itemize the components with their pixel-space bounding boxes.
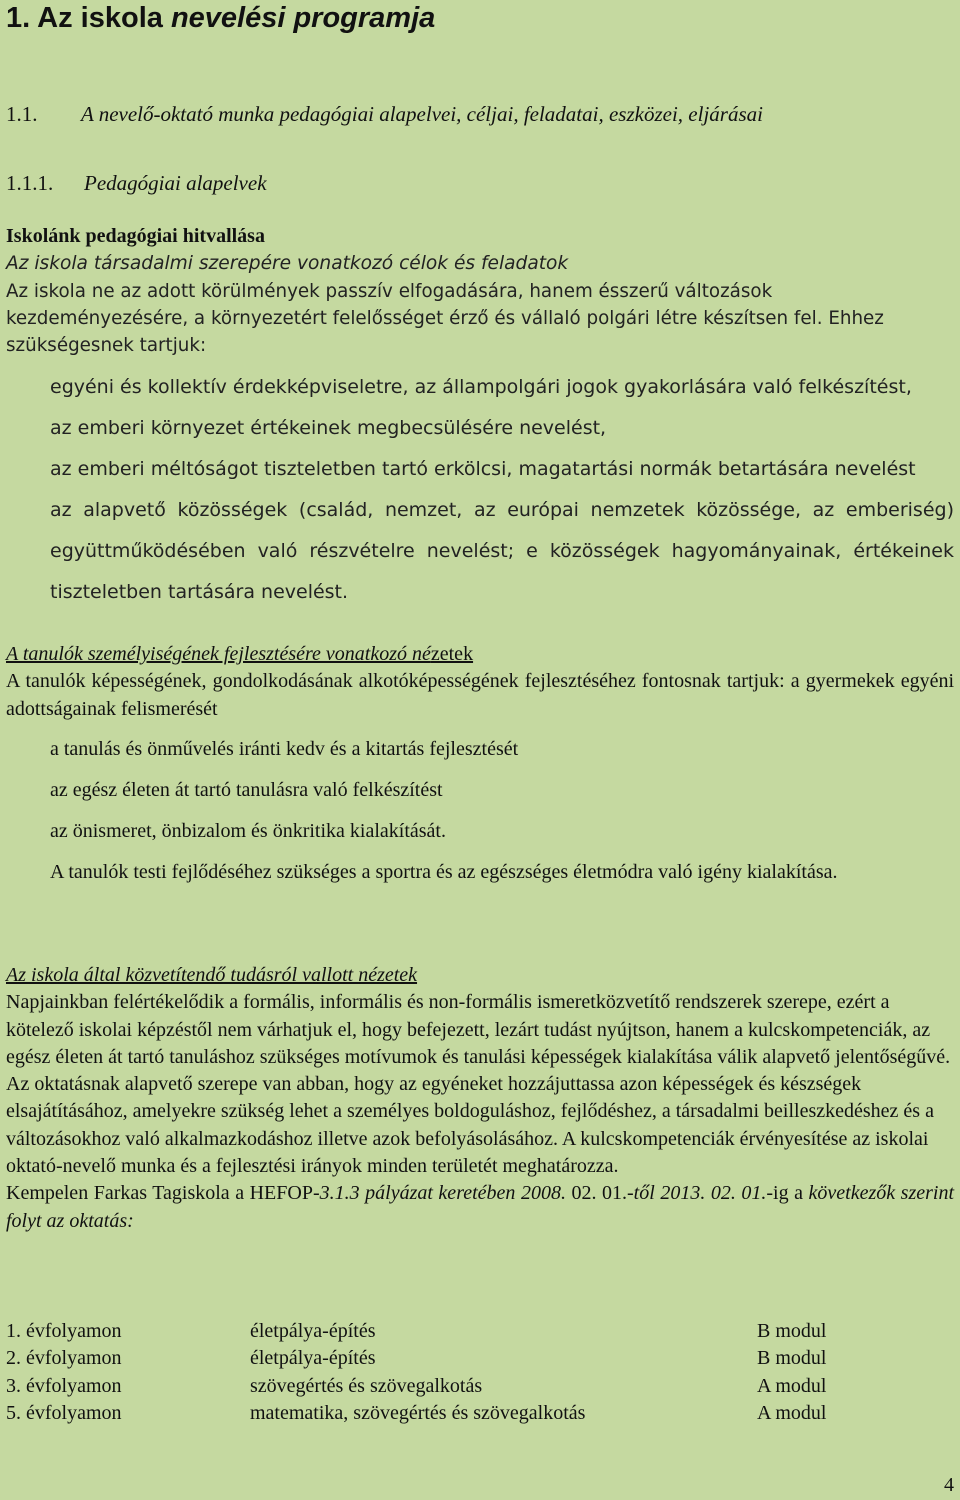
section1-header bbox=[6, 223, 954, 359]
section-heading bbox=[6, 100, 763, 128]
section1-intro-line: Az iskola ne az adott körülmények passzív elfogadására, hanem ésszerű változások bbox=[6, 280, 773, 302]
section3-paragraph-project bbox=[6, 1180, 954, 1235]
project-text-italic: következők szerint folyt az oktatás: bbox=[6, 1182, 954, 1232]
module-cell: A modul bbox=[757, 1374, 827, 1397]
project-text: 02. 01. bbox=[565, 1182, 628, 1205]
module-cell: B modul bbox=[757, 1320, 827, 1342]
list-item: az önismeret, önbizalom és önkritika kialakítását. bbox=[50, 820, 446, 842]
table-row bbox=[6, 1318, 877, 1345]
list-item: az emberi méltóságot tiszteletben tartó erkölcsi, magatartási normák betartására nevelést bbox=[50, 458, 916, 480]
grade-cell: 3. évfolyamon bbox=[6, 1374, 122, 1397]
subject-cell: életpálya-építés bbox=[250, 1320, 376, 1342]
subsection-heading bbox=[6, 169, 267, 197]
project-text: -ig a bbox=[766, 1182, 809, 1205]
section3-title: Az iskola által közvetítendő tudásról vallott nézetek bbox=[6, 964, 418, 986]
section3-paragraph: Napjainkban felértékelődik a formális, informális és non-formális ismeretközvetítő rendszerek szerepe, ezért a kötelező iskolai képzéstől nem várhatjuk el, hogy befejezett, lezárt tudást nyújtson, hanem a kulcskompetenciák, az egész életen át tartó tanuláshoz szükséges motívumok és tanulási képességek kialakítása válik alapvető jelentőségűvé. bbox=[6, 991, 951, 1068]
subsection-heading-number: 1.1.1. bbox=[6, 171, 54, 195]
section2-header bbox=[6, 641, 954, 723]
list-item: a tanulás és önművelés iránti kedv és a kitartás fejlesztését bbox=[50, 738, 519, 760]
section2-title-italic: A tanulók személyiségének fejlesztésére vonatkozó né bbox=[6, 643, 431, 665]
section2-title-rest: zetek bbox=[430, 643, 474, 665]
module-cell: B modul bbox=[757, 1347, 827, 1370]
list-item: az egész életen át tartó tanulásra való felkészítést bbox=[50, 779, 443, 801]
section3-paragraph: Az oktatásnak alapvető szerepe van abban, hogy az egyéneket hozzájuttassa azon képességek és készségek elsajátításához, amelyekre szükség lehet a személyes boldoguláshoz, fejlődéshez, a társadalmi beilleszkedéshez és a változásokhoz való alkalmazkodáshoz illetve azok befolyásolásához. A kulcskompetenciák érvényesítése az iskolai oktató-nevelő munka és a fejlesztési irányok minden területét meghatározza. bbox=[6, 1073, 934, 1178]
grade-cell: 2. évfolyamon bbox=[6, 1347, 122, 1370]
section-heading-title: A nevelő-oktató munka pedagógiai alapelvei, céljai, feladatai, eszközei, eljárásai bbox=[81, 102, 763, 126]
project-text: Kempelen Farkas Tagiskola a HEFOP- bbox=[6, 1182, 320, 1205]
module-cell: A modul bbox=[757, 1401, 827, 1424]
section3 bbox=[6, 962, 954, 1235]
subsection-heading-title: Pedagógiai alapelvek bbox=[84, 171, 267, 195]
page-number: 4 bbox=[944, 1474, 954, 1496]
chapter-heading-italic: nevelési programja bbox=[170, 2, 436, 34]
project-text-italic: -től 2013. 02. 01. bbox=[627, 1182, 767, 1205]
section2-title bbox=[6, 641, 954, 668]
project-text-italic: 3.1.3 pályázat keretében 2008. bbox=[319, 1182, 566, 1205]
grade-cell: 1. évfolyamon bbox=[6, 1320, 122, 1342]
section1-intro-line: kezdeményezésére, a környezetért felelősséget érző és vállaló polgári létre készítsen fel. Ehhez bbox=[6, 307, 884, 329]
list-item: az alapvető közösségek (család, nemzet, az európai nemzetek közössége, az emberiség) együttműködésében való részvételre nevelést; e közösségek hagyományainak, értékeinek tiszteletben tartására nevelést. bbox=[50, 499, 954, 603]
table-row bbox=[6, 1345, 877, 1372]
subject-cell: életpálya-építés bbox=[250, 1347, 376, 1370]
section1-title: Iskolánk pedagógiai hitvallása bbox=[6, 225, 265, 247]
table-row bbox=[6, 1400, 877, 1427]
section1-list bbox=[50, 367, 954, 613]
section-heading-number: 1.1. bbox=[6, 102, 38, 126]
table-row bbox=[6, 1373, 877, 1400]
section2-list bbox=[50, 729, 954, 893]
subject-cell: matematika, szövegértés és szövegalkotás bbox=[250, 1401, 586, 1424]
section2-intro: A tanulók képességének, gondolkodásának alkotóképességének fejlesztéséhez fontosnak tartjuk: a gyermekek egyéni adottságainak felismerését bbox=[6, 670, 954, 720]
section1-intro-line: szükségesnek tartjuk: bbox=[6, 335, 207, 357]
section1-subtitle: Az iskola társadalmi szerepére vonatkozó célok és feladatok bbox=[6, 253, 569, 275]
list-item: A tanulók testi fejlődéséhez szükséges a sportra és az egészséges életmódra való igény kialakítása. bbox=[50, 861, 838, 883]
chapter-heading-prefix: 1. Az iskola bbox=[6, 2, 171, 34]
module-table bbox=[6, 1318, 877, 1427]
list-item: az emberi környezet értékeinek megbecsülésére nevelést, bbox=[50, 417, 607, 439]
subject-cell: szövegértés és szövegalkotás bbox=[250, 1374, 483, 1397]
chapter-heading bbox=[6, 0, 435, 36]
grade-cell: 5. évfolyamon bbox=[6, 1401, 122, 1424]
list-item: egyéni és kollektív érdekképviseletre, az állampolgári jogok gyakorlására való felkészítést, bbox=[50, 376, 912, 398]
